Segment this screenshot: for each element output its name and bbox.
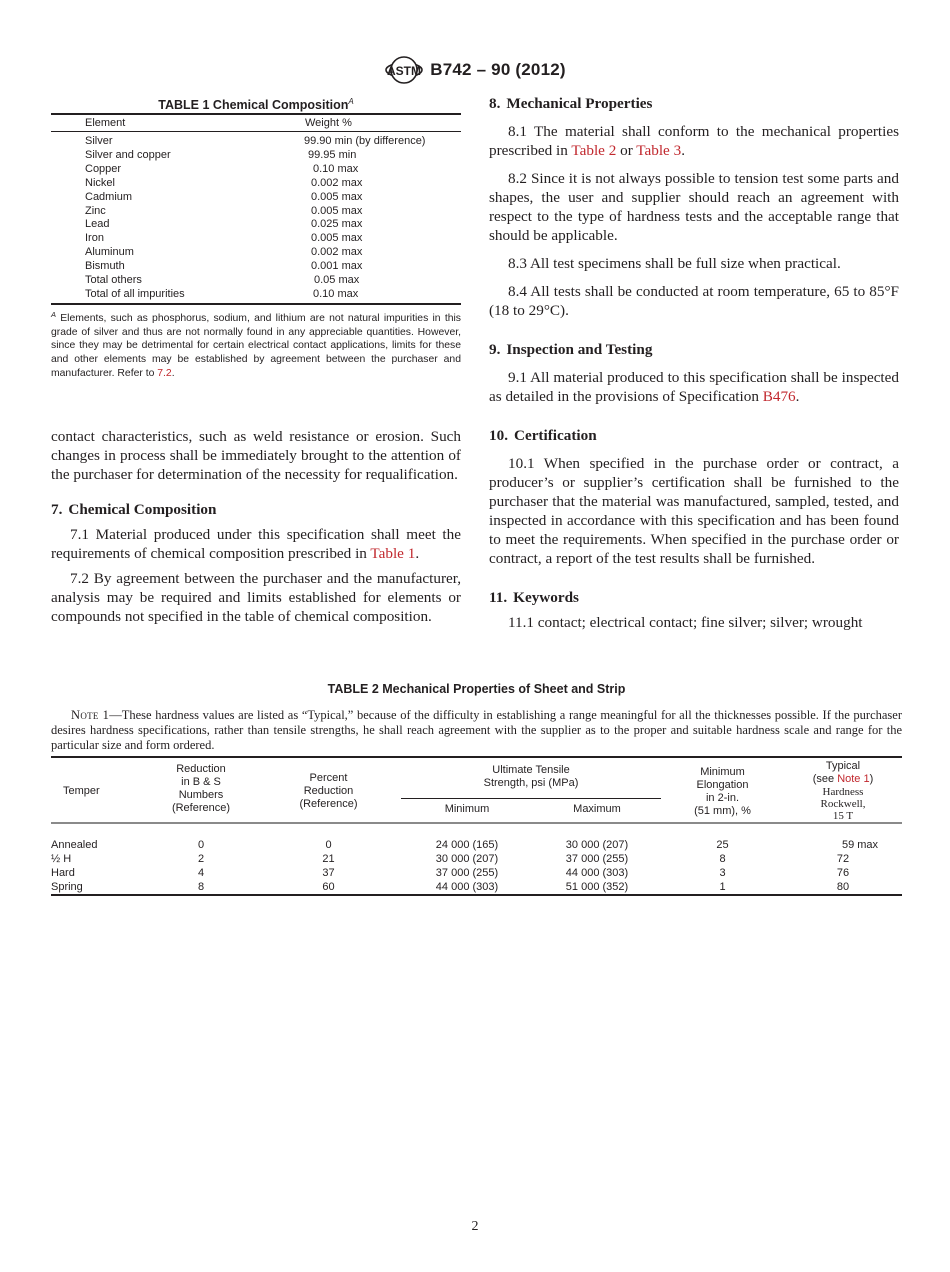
table-1-link[interactable]: Table 1 bbox=[370, 544, 416, 562]
table-row bbox=[51, 274, 461, 288]
right-column bbox=[489, 90, 899, 632]
header-line: Typical bbox=[825, 759, 861, 772]
paragraph-11-1: 11.1 contact; electrical contact; fine silver; silver; wrought bbox=[508, 614, 863, 631]
pct-cell: 60 bbox=[322, 880, 335, 893]
element-cell: Total others bbox=[85, 274, 142, 287]
hardness-cell: 80 bbox=[836, 880, 850, 893]
table-row bbox=[51, 246, 461, 260]
weight-cell: 0.10 max bbox=[313, 162, 359, 175]
table-row bbox=[51, 852, 902, 866]
header-line: Ultimate Tensile bbox=[492, 763, 570, 776]
uts-max-cell: 37 000 (255) bbox=[565, 852, 629, 865]
header-line: Strength, psi (MPa) bbox=[483, 776, 579, 789]
pct-cell: 21 bbox=[322, 852, 335, 865]
hardness-cell: 72 bbox=[836, 852, 850, 865]
table-row bbox=[51, 823, 902, 852]
header-text: ) bbox=[869, 772, 874, 785]
bs-cell: 8 bbox=[197, 880, 205, 893]
spacer bbox=[51, 484, 461, 500]
weight-cell: 0.10 max bbox=[313, 287, 359, 300]
spacer bbox=[489, 245, 899, 254]
col-uts-minimum: Minimum bbox=[444, 802, 490, 815]
uts-min-cell: 44 000 (303) bbox=[435, 880, 499, 893]
section-title: Keywords bbox=[513, 589, 579, 606]
spacer bbox=[489, 406, 899, 426]
col-percent-reduction bbox=[256, 757, 401, 823]
paragraph-text: 7.1 Material produced under this specification shall meet the requirements of chemical composition prescribed in bbox=[51, 525, 461, 562]
elongation-cell: 1 bbox=[719, 880, 726, 893]
element-cell: Zinc bbox=[85, 204, 106, 217]
spacer bbox=[489, 160, 899, 169]
paragraph-10-1: 10.1 When specified in the purchase order or contract, a producer’s or supplier’s certification shall be furnished to the purchaser that the material was manufactured, sampled, tested, and inspected in accordance with this specification and has been found to meet the requirements. When specified in the purchase order or contract, a report of the test results shall be furnished. bbox=[489, 455, 899, 567]
b476-link[interactable]: B476 bbox=[762, 388, 796, 405]
table-row bbox=[51, 866, 902, 880]
paragraph-8-2: 8.2 Since it is not always possible to tension test some parts and shapes, the user and supplier should reach an agreement with respect to the type of hardness tests and the acceptable range that should be applicable. bbox=[489, 170, 899, 244]
weight-cell: 0.05 max bbox=[314, 274, 360, 287]
weight-cell: 99.90 min (by difference) bbox=[304, 135, 426, 147]
page-number: 2 bbox=[471, 1219, 479, 1234]
bs-cell: 0 bbox=[197, 838, 205, 851]
weight-cell: 0.002 max bbox=[311, 176, 363, 189]
table1-title bbox=[51, 91, 461, 113]
header-line: Minimum bbox=[700, 765, 745, 778]
table2-section bbox=[51, 680, 902, 896]
svg-text:ASTM: ASTM bbox=[387, 64, 422, 78]
spacer bbox=[489, 113, 899, 122]
section-8-heading bbox=[489, 94, 899, 113]
hardness-cell: 76 bbox=[836, 866, 850, 879]
table1-footnote bbox=[51, 308, 461, 381]
header-line bbox=[784, 773, 902, 786]
note-text: —These hardness values are listed as “Typical,” because of the difficulty in establishing a range meaningful for all the thicknesses possible. If the purchaser desires hardness specifications, rather than tensile strengths, he shall reach agreement with the supplier as to the proper and suitable hardness scale and range for the particular size and form ordered. bbox=[51, 708, 902, 753]
section-number: 10. bbox=[489, 427, 508, 444]
table1-chemical-composition bbox=[51, 113, 461, 302]
section-10-heading bbox=[489, 426, 899, 445]
header-line: Numbers bbox=[178, 788, 224, 801]
element-cell: Bismuth bbox=[85, 260, 125, 273]
header-line: Hardness bbox=[822, 785, 864, 798]
spacer bbox=[51, 381, 461, 427]
paragraph-end: . bbox=[681, 142, 685, 159]
astm-logo-icon bbox=[384, 54, 424, 86]
paragraph-end: . bbox=[795, 388, 800, 405]
temper-cell: Annealed bbox=[51, 838, 98, 851]
note-1-link[interactable]: Note 1 bbox=[837, 772, 870, 785]
table-row bbox=[51, 880, 902, 895]
elongation-cell: 25 bbox=[716, 838, 729, 851]
table1-col-weight: Weight % bbox=[305, 117, 352, 129]
section-9-heading bbox=[489, 340, 899, 359]
header-line: in B & S bbox=[181, 775, 221, 788]
spacer bbox=[489, 320, 899, 340]
weight-cell: 99.95 min bbox=[308, 148, 357, 161]
header-text: (see bbox=[812, 772, 838, 785]
uts-max-cell: 51 000 (352) bbox=[565, 880, 629, 893]
temper-cell: Hard bbox=[51, 866, 75, 879]
col-elongation bbox=[661, 757, 784, 823]
spacer bbox=[489, 568, 899, 588]
spacer bbox=[489, 359, 899, 368]
bs-cell: 2 bbox=[197, 852, 205, 865]
uts-max-cell: 30 000 (207) bbox=[565, 838, 629, 851]
elongation-cell: 8 bbox=[719, 852, 726, 865]
table-row bbox=[51, 205, 461, 219]
uts-min-cell: 30 000 (207) bbox=[435, 852, 499, 865]
section-11-heading bbox=[489, 588, 899, 607]
table1-footnote-mark: A bbox=[348, 97, 354, 106]
document-header bbox=[0, 53, 950, 87]
uts-min-cell: 37 000 (255) bbox=[435, 866, 499, 879]
elongation-cell: 3 bbox=[719, 866, 726, 879]
pct-cell: 0 bbox=[325, 838, 332, 851]
weight-cell: 0.025 max bbox=[311, 218, 363, 231]
col-hardness bbox=[784, 757, 902, 823]
element-cell: Copper bbox=[85, 162, 122, 175]
header-line: Percent bbox=[309, 772, 348, 785]
footnote-text: Elements, such as phosphorus, sodium, and lithium are not natural impurities in this grade of silver and thus are not normally found in any appreciable quantities. However, since they may be detrimental for certain electrical contact applications, limits for these and other elements may be established by agreement between the purchaser and manufacturer. Refer to bbox=[51, 312, 461, 380]
table2-header-row bbox=[51, 757, 902, 799]
note-label: Note 1 bbox=[71, 708, 110, 722]
header-line: in 2-in. bbox=[705, 791, 740, 804]
weight-cell: 0.002 max bbox=[311, 246, 363, 259]
table-row bbox=[51, 149, 461, 163]
header-line: Reduction bbox=[176, 762, 226, 775]
section-title: Mechanical Properties bbox=[506, 95, 653, 112]
bs-cell: 4 bbox=[197, 866, 205, 879]
table-row bbox=[51, 177, 461, 191]
section-number: 7. bbox=[51, 500, 63, 518]
element-cell: Silver and copper bbox=[85, 148, 171, 161]
continuation-paragraph: contact characteristics, such as weld resistance or erosion. Such changes in process shall be immediately brought to the attention of the purchaser for determination of the necessity for requalification. bbox=[51, 427, 461, 483]
paragraph-8-4: 8.4 All tests shall be conducted at room temperature, 65 to 85°F (18 to 29°C). bbox=[489, 283, 899, 319]
section-7-heading bbox=[51, 500, 461, 519]
paragraph-7-1 bbox=[51, 525, 461, 563]
header-line: (Reference) bbox=[299, 798, 358, 811]
left-column bbox=[51, 90, 461, 626]
element-cell: Aluminum bbox=[85, 246, 134, 259]
table1-col-element: Element bbox=[85, 117, 126, 129]
paragraph-text: 8.1 The material shall conform to the mechanical properties prescribed in bbox=[489, 123, 899, 159]
weight-cell: 0.005 max bbox=[311, 204, 363, 217]
table-row bbox=[51, 232, 461, 246]
element-cell: Cadmium bbox=[85, 190, 133, 203]
table-row bbox=[51, 218, 461, 232]
table-row bbox=[51, 191, 461, 205]
table2-title: TABLE 2 Mechanical Properties of Sheet and Strip bbox=[327, 682, 626, 696]
paragraph-end: . bbox=[415, 544, 420, 562]
table2-mechanical-properties bbox=[51, 756, 902, 896]
paragraph-8-3: 8.3 All test specimens shall be full size when practical. bbox=[508, 255, 841, 272]
table-3-link[interactable]: Table 3 bbox=[636, 142, 682, 159]
pct-cell: 37 bbox=[322, 866, 335, 879]
table2-note bbox=[51, 708, 902, 754]
section-title: Chemical Composition bbox=[68, 500, 217, 518]
weight-cell: 0.001 max bbox=[311, 260, 363, 273]
element-cell: Total of all impurities bbox=[85, 287, 185, 300]
table-row bbox=[51, 260, 461, 274]
section-title: Certification bbox=[513, 427, 597, 444]
table-row bbox=[51, 132, 461, 149]
col-reduction-bs bbox=[146, 757, 256, 823]
paragraph-9-1 bbox=[489, 368, 899, 406]
element-cell: Iron bbox=[85, 232, 104, 245]
temper-cell: Spring bbox=[51, 880, 83, 893]
table-row bbox=[51, 163, 461, 177]
table1-title-text: TABLE 1 Chemical Composition bbox=[158, 98, 349, 112]
header-line: (51 mm), % bbox=[694, 804, 751, 817]
spacer bbox=[489, 273, 899, 282]
table1-bottom-rule bbox=[51, 303, 461, 305]
col-uts-maximum: Maximum bbox=[573, 802, 621, 815]
paragraph-text: 9.1 All material produced to this specification shall be inspected as detailed in the provisions of Specification bbox=[489, 369, 899, 405]
spacer bbox=[489, 445, 899, 454]
weight-cell: 0.005 max bbox=[311, 190, 363, 203]
paragraph-7-2: 7.2 By agreement between the purchaser and the manufacturer, analysis may be required and limits established for elements or compounds not specified in the table of chemical composition. bbox=[51, 569, 461, 625]
element-cell: Nickel bbox=[85, 176, 115, 189]
table-row bbox=[51, 288, 461, 302]
paragraph-8-1 bbox=[489, 122, 899, 160]
footnote-mark: A bbox=[51, 309, 57, 319]
header-line: 15 T bbox=[832, 809, 854, 822]
header-line: Reduction bbox=[303, 785, 354, 798]
section-number: 11. bbox=[489, 589, 508, 606]
uts-max-cell: 44 000 (303) bbox=[565, 866, 629, 879]
element-cell: Silver bbox=[85, 135, 113, 147]
weight-cell: 0.005 max bbox=[311, 232, 363, 245]
section-number: 8. bbox=[489, 95, 501, 112]
document-designation: B742 – 90 (2012) bbox=[430, 60, 566, 79]
paragraph-text: or bbox=[616, 142, 637, 159]
footnote-end: . bbox=[171, 368, 175, 380]
section-title: Inspection and Testing bbox=[506, 341, 653, 358]
uts-min-cell: 24 000 (165) bbox=[435, 838, 499, 851]
section-7-2-link[interactable]: 7.2 bbox=[157, 368, 172, 380]
section-number: 9. bbox=[489, 341, 501, 358]
header-line: Elongation bbox=[696, 778, 749, 791]
table-2-link[interactable]: Table 2 bbox=[571, 142, 617, 159]
temper-cell: ½ H bbox=[51, 852, 72, 865]
element-cell: Lead bbox=[85, 218, 110, 231]
header-line: (Reference) bbox=[171, 801, 231, 814]
col-temper: Temper bbox=[63, 785, 100, 798]
table1-header-row bbox=[51, 114, 461, 132]
header-line: Rockwell, bbox=[820, 797, 866, 810]
col-ultimate-tensile bbox=[401, 757, 661, 799]
hardness-cell: 59 max bbox=[841, 838, 879, 851]
